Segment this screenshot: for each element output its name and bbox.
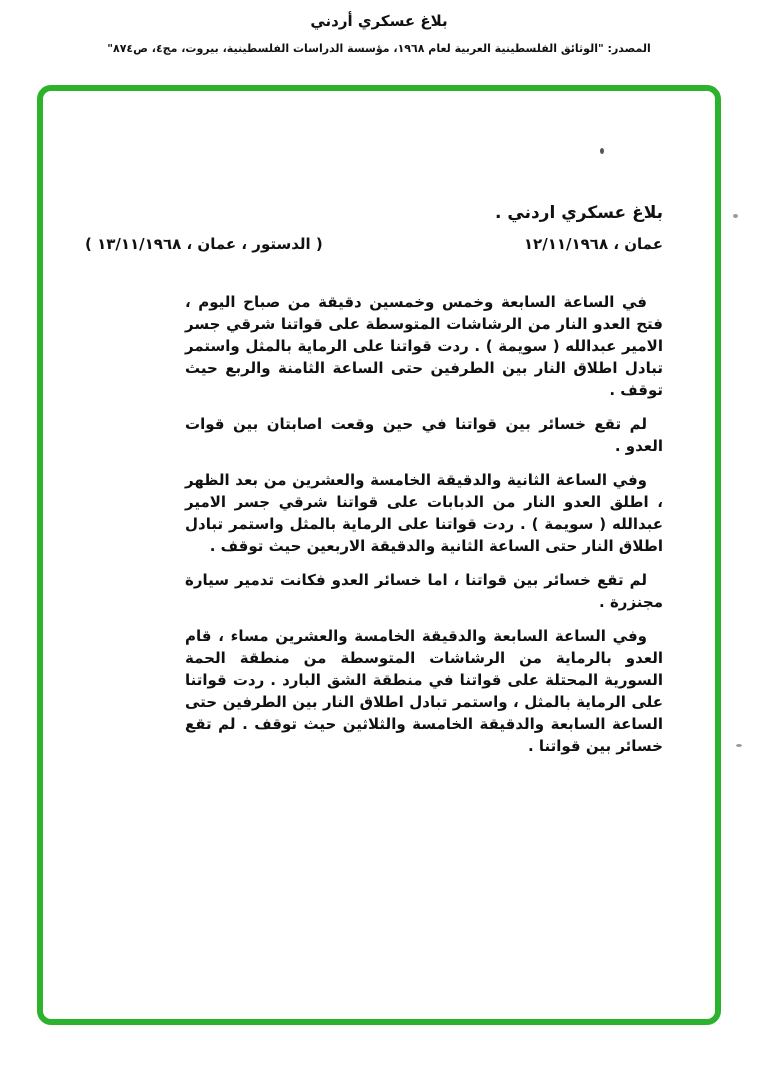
document-frame: [37, 85, 721, 1025]
scan-artifact: [733, 214, 738, 218]
communique-title: بلاغ عسكري اردني .: [495, 203, 663, 223]
paragraph-1: في الساعة السابعة وخمس وخمسين دقيقة من صباح اليوم ، فتح العدو النار من الرشاشات المتوسطة على قواتنا شرقي جسر الامير عبدالله ( سويمة ) . ردت قواتنا على الرماية بالمثل واستمر تبادل اطلاق النار بين الطرفين حتى الساعة الثامنة والربع حيث توقف .: [185, 293, 663, 399]
header-title: بلاغ عسكري أردني: [310, 12, 448, 30]
paragraph-2: لم تقع خسائر بين قواتنا في حين وقعت اصابتان بين قوات العدو .: [185, 415, 663, 455]
scan-artifact: [736, 744, 742, 747]
paragraph-3: وفي الساعة الثانية والدقيقة الخامسة والعشرين من بعد الظهر ، اطلق العدو النار من الدبابات على قواتنا شرقي جسر الامير عبدالله ( سويمة ) . ردت قواتنا على الرماية بالمثل واستمر تبادل اطلاق النار حتى الساعة الثانية والدقيقة الاربعين حيث توقف .: [185, 471, 663, 555]
paragraph-4: لم تقع خسائر بين قواتنا ، اما خسائر العدو فكانت تدمير سيارة مجنزرة .: [185, 571, 663, 611]
dateline-city-date: عمان ، ١٢/١١/١٩٦٨: [523, 235, 663, 253]
scan-artifact: [600, 148, 604, 154]
page-header: [0, 12, 758, 55]
communique-body: [43, 291, 715, 757]
paragraph-5: وفي الساعة السابعة والدقيقة الخامسة والعشرين مساء ، قام العدو بالرماية من الرشاشات المتوسطة من منطقة الحمة السورية المحتلة على قواتنا في منطقة الشق البارد . ردت قواتنا على الرماية بالمثل ، واستمر تبادل اطلاق النار بين الطرفين حتى الساعة السابعة والدقيقة الخامسة والثلاثين حيث توقف . لم تقع خسائر بين قواتنا .: [185, 627, 663, 755]
header-source-citation: المصدر: "الوثائق الفلسطينية العربية لعام ١٩٦٨، مؤسسة الدراسات الفلسطينية، بيروت، مج٤، ص٨٧٤": [107, 42, 651, 55]
dateline-newspaper-citation: ( الدستور ، عمان ، ١٣/١١/١٩٦٨ ): [85, 235, 323, 253]
dateline-row: [43, 235, 715, 253]
